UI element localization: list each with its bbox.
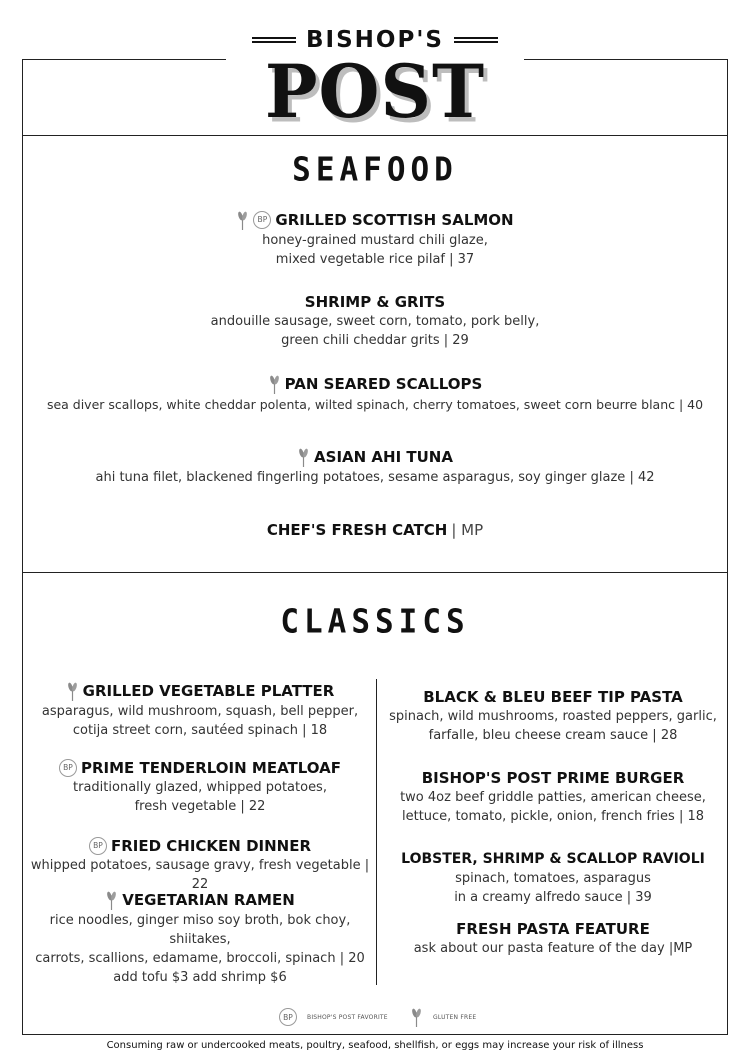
bp-badge-icon: BP <box>279 1008 297 1026</box>
item-description: farfalle, bleu cheese cream sauce | 28 <box>428 728 678 743</box>
menu-item-ravioli <box>386 849 720 907</box>
menu-item-fried-chicken <box>30 836 370 894</box>
menu-item-ramen <box>30 889 370 987</box>
item-description: rice noodles, ginger miso soy broth, bok choy, shiitakes, <box>49 913 351 947</box>
logo-top-text: BISHOP'S <box>306 27 444 53</box>
item-description: spinach, tomatoes, asparagus <box>455 871 651 886</box>
item-name: ASIAN AHI TUNA <box>314 448 453 466</box>
wheat-icon <box>105 889 118 911</box>
wheat-icon <box>66 680 79 702</box>
item-description: mixed vegetable rice pilaf | 37 <box>275 252 475 267</box>
item-name: PAN SEARED SCALLOPS <box>284 375 483 393</box>
item-name: PRIME TENDERLOIN MEATLOAF <box>80 759 341 777</box>
section-divider <box>22 572 728 573</box>
item-description: andouille sausage, sweet corn, tomato, pork belly, <box>210 314 540 329</box>
menu-item-pasta-feature <box>386 919 720 958</box>
item-name: FRESH PASTA FEATURE <box>456 920 650 938</box>
item-name: VEGETARIAN RAMEN <box>122 891 295 909</box>
bp-badge-icon: BP <box>253 211 271 229</box>
item-name: FRIED CHICKEN DINNER <box>110 837 312 855</box>
wheat-icon <box>236 209 249 231</box>
menu-item-beef-tip-pasta <box>386 687 720 745</box>
item-description: sea diver scallops, white cheddar polenta, wilted spinach, cherry tomatoes, sweet corn beurre blanc | 40 <box>46 397 704 412</box>
item-name: GRILLED VEGETABLE PLATTER <box>82 682 335 700</box>
seafood-title: SEAFOOD <box>292 151 458 189</box>
item-name: BISHOP'S POST PRIME BURGER <box>421 769 685 787</box>
column-divider <box>376 679 377 985</box>
item-description: fresh vegetable | 22 <box>134 799 266 814</box>
item-name: LOBSTER, SHRIMP & SCALLOP RAVIOLI <box>401 851 705 867</box>
item-name: GRILLED SCOTTISH SALMON <box>275 211 514 229</box>
item-description: carrots, scallions, edamame, broccoli, spinach | 20 <box>35 951 365 966</box>
disclaimer: Consuming raw or undercooked meats, poultry, seafood, shellfish, or eggs may increase your risk of illness <box>106 1040 644 1051</box>
item-name: SHRIMP & GRITS <box>304 293 446 311</box>
legend-gluten-free-label: GLUTEN FREE <box>433 1013 477 1021</box>
legend-gluten-free <box>410 1006 476 1028</box>
item-description: ask about our pasta feature of the day |MP <box>413 941 693 956</box>
wheat-icon <box>410 1006 423 1028</box>
item-description: add tofu $3 add shrimp $6 <box>113 970 287 985</box>
item-price: | MP <box>451 521 484 539</box>
item-description: traditionally glazed, whipped potatoes, <box>73 780 327 795</box>
logo-rule-left <box>252 37 296 43</box>
item-description: honey-grained mustard chili glaze, <box>262 233 488 248</box>
item-description: spinach, wild mushrooms, roasted peppers, garlic, <box>389 709 717 724</box>
bp-badge-icon: BP <box>59 759 77 777</box>
wheat-icon <box>268 373 281 395</box>
item-description: ahi tuna filet, blackened fingerling potatoes, sesame asparagus, soy ginger glaze | 42 <box>95 470 655 485</box>
bp-badge-icon: BP <box>89 837 107 855</box>
menu-item-scallops <box>22 373 728 414</box>
item-description: cotija street corn, sautéed spinach | 18 <box>72 723 328 738</box>
menu-item-salmon <box>22 209 728 269</box>
menu-item-shrimp-grits <box>22 292 728 350</box>
menu-item-prime-burger <box>386 768 720 826</box>
item-description: lettuce, tomato, pickle, onion, french fries | 18 <box>401 809 704 824</box>
menu-item-fresh-catch <box>22 520 728 540</box>
menu-item-ahi-tuna <box>22 446 728 487</box>
legend-favorite-label: BISHOP'S POST FAVORITE <box>307 1013 388 1021</box>
legend-favorite <box>279 1008 388 1026</box>
item-description: in a creamy alfredo sauce | 39 <box>454 890 652 905</box>
menu-item-vegetable-platter <box>30 680 370 740</box>
item-description: green chili cheddar grits | 29 <box>281 333 469 348</box>
item-description: whipped potatoes, sausage gravy, fresh vegetable | 22 <box>30 858 370 892</box>
classics-title: CLASSICS <box>280 603 470 641</box>
header-divider <box>22 135 728 136</box>
item-name: BLACK & BLEU BEEF TIP PASTA <box>423 688 683 706</box>
item-name: CHEF'S FRESH CATCH <box>266 521 448 539</box>
item-description: two 4oz beef griddle patties, american cheese, <box>400 790 706 805</box>
menu-item-meatloaf <box>30 758 370 816</box>
logo-rule-right <box>454 37 498 43</box>
logo-main-text: POST <box>264 47 486 136</box>
item-description: asparagus, wild mushroom, squash, bell pepper, <box>41 704 359 719</box>
legend <box>0 1008 750 1030</box>
wheat-icon <box>297 446 310 468</box>
